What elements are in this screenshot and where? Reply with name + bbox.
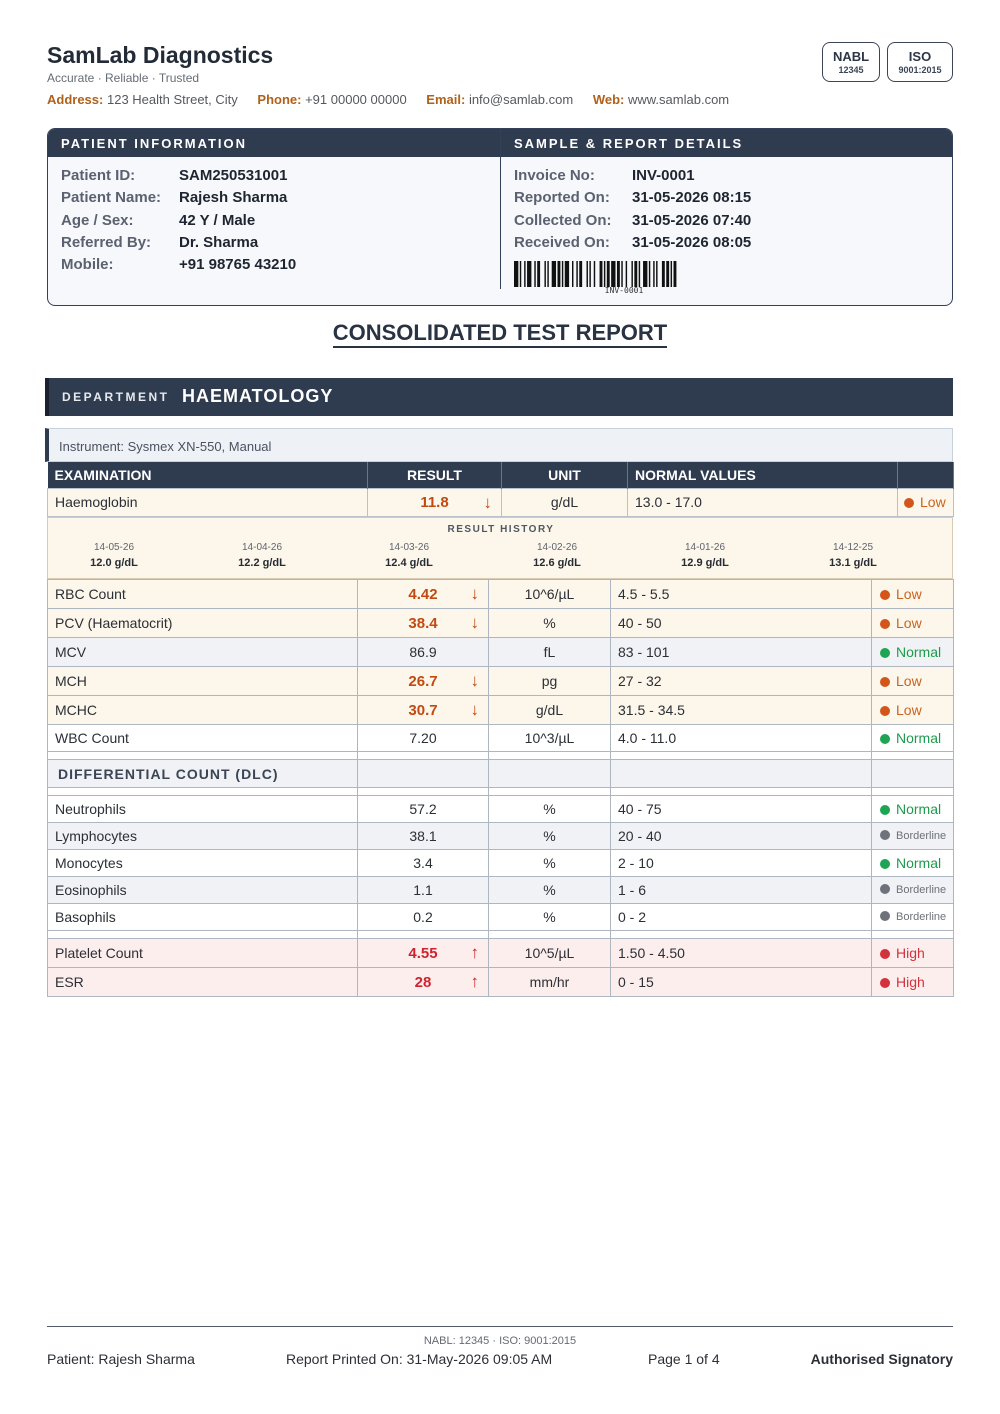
patient-info-row (61, 256, 296, 278)
test-result: 30.7 ↓ (358, 696, 489, 725)
patient-info-value: SAM250531001 (179, 167, 288, 184)
sample-info-heading: SAMPLE & REPORT DETAILS (501, 129, 953, 157)
test-range: 1 - 6 (611, 877, 872, 904)
result-history (47, 517, 953, 579)
department-label: DEPARTMENT (62, 390, 170, 404)
test-unit: % (489, 904, 611, 931)
history-date: 14-03-26 (388, 542, 430, 553)
col-normal-values: NORMAL VALUES (628, 462, 898, 488)
table-spacer (48, 931, 954, 939)
table-row (48, 667, 954, 696)
sample-info-label: Reported On: (514, 189, 610, 207)
test-name: Platelet Count (48, 939, 358, 968)
test-flag: Low (872, 580, 954, 609)
contact-phone: Phone: +91 00000 00000 (257, 92, 407, 107)
patient-info-value: Dr. Sharma (179, 233, 259, 251)
up-arrow-icon: ↑ (470, 972, 479, 991)
history-value: 12.2 g/dL (238, 557, 286, 569)
test-result: 0.2 (358, 904, 489, 931)
table-row (48, 850, 954, 877)
test-unit: 10^5/µL (489, 939, 611, 968)
test-flag: Normal (872, 725, 954, 752)
test-unit: g/dL (489, 696, 611, 725)
status-dot-icon (880, 884, 890, 894)
test-flag: Low (872, 696, 954, 725)
history-value: 12.6 g/dL (533, 557, 581, 569)
test-flag: Low (872, 609, 954, 638)
status-dot-icon (880, 805, 890, 815)
test-flag: Low (898, 488, 954, 516)
table-row (48, 609, 954, 638)
test-unit: fL (489, 638, 611, 667)
patient-info-value: 42 Y / Male (179, 211, 256, 229)
test-result: 4.42 ↓ (358, 580, 489, 609)
test-flag: Low (872, 667, 954, 696)
test-result: 38.1 (358, 823, 489, 850)
status-dot-icon (880, 859, 890, 869)
patient-info-label: Patient Name: (61, 189, 162, 207)
test-name: Monocytes (48, 850, 358, 877)
patient-info-rows (61, 167, 296, 278)
history-date: 14-12-25 (832, 542, 874, 553)
test-range: 4.0 - 11.0 (611, 725, 872, 752)
sample-info-label: Collected On: (514, 211, 612, 229)
patient-info-label: Patient ID: (61, 167, 136, 184)
history-item (640, 542, 770, 569)
col-flag (898, 462, 954, 488)
info-divider (500, 129, 501, 289)
test-flag: Borderline (872, 877, 954, 904)
sample-info-label: Received On: (514, 233, 610, 251)
test-result: 4.55 ↑ (358, 939, 489, 968)
history-date: 14-02-26 (536, 542, 578, 553)
results-table (47, 579, 954, 997)
invoice-barcode (514, 261, 734, 287)
down-arrow-icon: ↓ (470, 671, 479, 690)
test-name: Haemoglobin (48, 488, 368, 516)
patient-info-row (61, 212, 296, 234)
test-result: 38.4 ↓ (358, 609, 489, 638)
history-value: 12.4 g/dL (385, 557, 433, 569)
test-range: 83 - 101 (611, 638, 872, 667)
test-result: 1.1 (358, 877, 489, 904)
test-range: 4.5 - 5.5 (611, 580, 872, 609)
iso-badge: ISO 9001:2015 (887, 42, 953, 82)
footer-certifications: NABL: 12345 · ISO: 9001:2015 (423, 1335, 577, 1347)
history-item (344, 542, 474, 569)
footer-divider (47, 1326, 953, 1327)
patient-info-row (61, 189, 296, 211)
test-unit: g/dL (502, 488, 628, 516)
test-name: PCV (Haematocrit) (48, 609, 358, 638)
table-row (48, 638, 954, 667)
dlc-section-label: DIFFERENTIAL COUNT (DLC) (48, 760, 358, 788)
test-result: 7.20 (358, 725, 489, 752)
patient-sample-card (47, 128, 953, 306)
status-dot-icon (880, 949, 890, 959)
table-row (48, 696, 954, 725)
test-range: 13.0 - 17.0 (628, 488, 898, 516)
contact-address: Address: 123 Health Street, City (47, 92, 238, 107)
sample-info-row (514, 234, 751, 256)
patient-info-label: Referred By: (61, 233, 152, 251)
test-name: ESR (48, 968, 358, 997)
test-name: Lymphocytes (48, 823, 358, 850)
test-unit: 10^6/µL (489, 580, 611, 609)
test-flag: Normal (872, 796, 954, 823)
test-result: 86.9 (358, 638, 489, 667)
sample-info-value: 31-05-2026 08:05 (632, 233, 752, 251)
history-date: 14-05-26 (93, 542, 135, 553)
test-result: 11.8 ↓ (368, 488, 502, 516)
history-value: 12.9 g/dL (681, 557, 729, 569)
lab-name: SamLab Diagnostics (47, 42, 274, 68)
results-table-header (47, 462, 954, 517)
footer-page-number: Page 1 of 4 (648, 1351, 720, 1367)
status-dot-icon (880, 677, 890, 687)
instrument-note: Instrument: Sysmex XN-550, Manual (45, 428, 953, 462)
status-dot-icon (904, 498, 914, 508)
test-result: 57.2 (358, 796, 489, 823)
up-arrow-icon: ↑ (470, 943, 479, 962)
test-range: 31.5 - 34.5 (611, 696, 872, 725)
test-unit: mm/hr (489, 968, 611, 997)
sample-info-row (514, 189, 751, 211)
down-arrow-icon: ↓ (470, 700, 479, 719)
test-flag: High (872, 939, 954, 968)
down-arrow-icon: ↓ (470, 584, 479, 603)
sample-info-value: 31-05-2026 08:15 (632, 189, 752, 207)
test-unit: % (489, 823, 611, 850)
test-name: MCH (48, 667, 358, 696)
col-result: RESULT (368, 462, 502, 488)
test-result: 26.7 ↓ (358, 667, 489, 696)
footer-signatory: Authorised Signatory (810, 1351, 953, 1367)
test-flag: Normal (872, 850, 954, 877)
contact-web: Web: www.samlab.com (592, 92, 730, 107)
table-row (48, 968, 954, 997)
lab-contacts (47, 92, 745, 107)
table-row (48, 725, 954, 752)
status-dot-icon (880, 590, 890, 600)
history-item (492, 542, 622, 569)
history-item (49, 542, 179, 569)
test-name: RBC Count (48, 580, 358, 609)
test-name: MCV (48, 638, 358, 667)
status-dot-icon (880, 706, 890, 716)
patient-info-row (61, 234, 296, 256)
patient-info-label: Mobile: (61, 256, 114, 274)
test-unit: % (489, 609, 611, 638)
history-value: 13.1 g/dL (829, 557, 877, 569)
department-name: HAEMATOLOGY (182, 386, 334, 406)
test-result: 3.4 (358, 850, 489, 877)
footer-patient: Patient: Rajesh Sharma (47, 1351, 195, 1367)
patient-info-value: Rajesh Sharma (179, 189, 288, 207)
test-flag: Borderline (872, 823, 954, 850)
history-item (788, 542, 918, 569)
history-value: 12.0 g/dL (90, 557, 138, 569)
col-examination: EXAMINATION (48, 462, 368, 488)
test-range: 0 - 15 (611, 968, 872, 997)
table-row (48, 904, 954, 931)
table-row (48, 877, 954, 904)
test-range: 2 - 10 (611, 850, 872, 877)
test-name: Neutrophils (48, 796, 358, 823)
test-name: Basophils (48, 904, 358, 931)
table-row (48, 580, 954, 609)
table-row (48, 796, 954, 823)
down-arrow-icon: ↓ (470, 613, 479, 632)
history-date: 14-04-26 (241, 542, 283, 553)
sample-info-row (514, 167, 751, 189)
down-arrow-icon: ↓ (483, 492, 492, 512)
test-result: 28 ↑ (358, 968, 489, 997)
test-unit: pg (489, 667, 611, 696)
patient-info-row (61, 167, 296, 189)
test-unit: % (489, 850, 611, 877)
table-spacer (48, 788, 954, 796)
status-dot-icon (880, 648, 890, 658)
table-row (48, 823, 954, 850)
test-range: 20 - 40 (611, 823, 872, 850)
history-date: 14-01-26 (684, 542, 726, 553)
patient-info-heading: PATIENT INFORMATION (48, 129, 500, 157)
status-dot-icon (880, 830, 890, 840)
contact-email: Email: info@samlab.com (426, 92, 574, 107)
test-range: 27 - 32 (611, 667, 872, 696)
dlc-section-row (48, 760, 954, 788)
footer-printed-on: Report Printed On: 31-May-2026 09:05 AM (286, 1351, 553, 1367)
table-row (48, 488, 954, 516)
sample-info-value: 31-05-2026 07:40 (632, 211, 752, 229)
test-name: WBC Count (48, 725, 358, 752)
test-flag: Borderline (872, 904, 954, 931)
test-unit: % (489, 877, 611, 904)
test-range: 0 - 2 (611, 904, 872, 931)
test-flag: Normal (872, 638, 954, 667)
barcode-text: INV-0001 (604, 286, 644, 295)
sample-info-rows (514, 167, 751, 256)
status-dot-icon (880, 734, 890, 744)
patient-info-label: Age / Sex: (61, 211, 134, 229)
test-unit: % (489, 796, 611, 823)
test-range: 1.50 - 4.50 (611, 939, 872, 968)
test-name: MCHC (48, 696, 358, 725)
test-unit: 10^3/µL (489, 725, 611, 752)
result-history-title: RESULT HISTORY (447, 524, 555, 535)
nabl-badge: NABL 12345 (822, 42, 880, 82)
test-range: 40 - 50 (611, 609, 872, 638)
department-bar (45, 378, 953, 416)
sample-info-label: Invoice No: (514, 167, 595, 184)
test-range: 40 - 75 (611, 796, 872, 823)
history-item (197, 542, 327, 569)
test-name: Eosinophils (48, 877, 358, 904)
col-unit: UNIT (502, 462, 628, 488)
table-row (48, 939, 954, 968)
test-flag: High (872, 968, 954, 997)
status-dot-icon (880, 978, 890, 988)
status-dot-icon (880, 619, 890, 629)
report-title: CONSOLIDATED TEST REPORT (0, 320, 1000, 346)
status-dot-icon (880, 911, 890, 921)
sample-info-value: INV-0001 (632, 167, 695, 184)
lab-tagline: Accurate · Reliable · Trusted (47, 71, 200, 85)
sample-info-row (514, 212, 751, 234)
table-spacer (48, 752, 954, 760)
patient-info-value: +91 98765 43210 (179, 256, 297, 274)
